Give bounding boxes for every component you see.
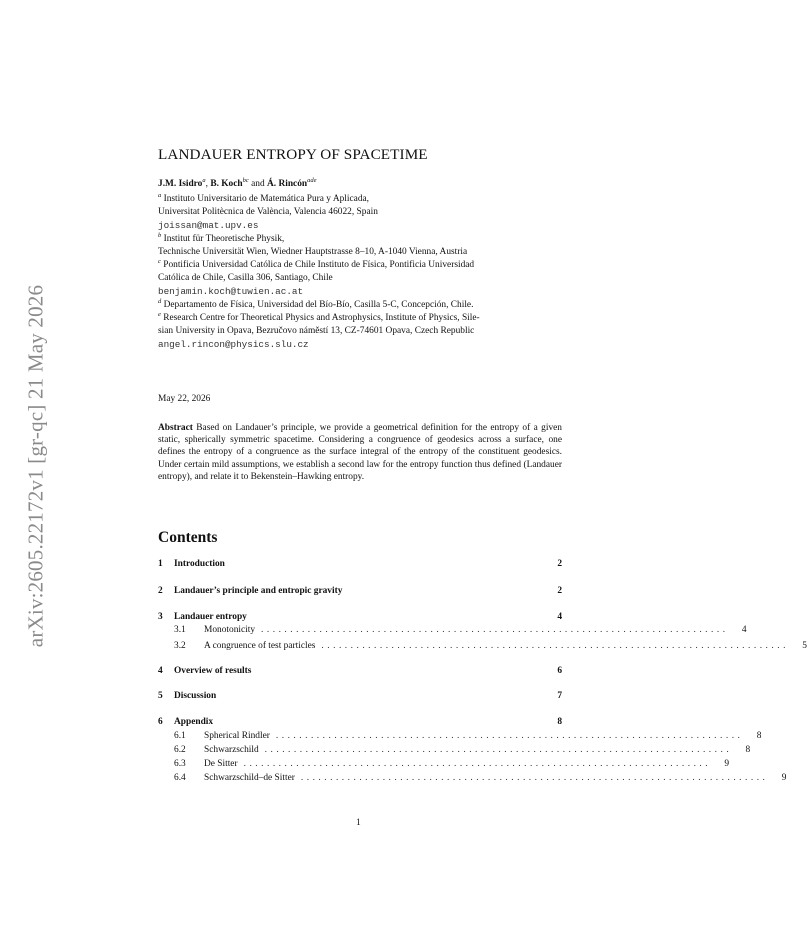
email-link[interactable]: angel.rincon@physics.slu.cz (158, 339, 309, 351)
toc-entry[interactable] (158, 666, 562, 679)
toc-entry[interactable] (158, 759, 730, 772)
toc-entry-page: 2 (557, 559, 562, 569)
affiliation-line (158, 259, 562, 272)
toc-entry-label: Spherical Rindler (204, 731, 270, 741)
toc-entry[interactable] (158, 773, 787, 786)
toc-entry-page: 4 (557, 612, 562, 622)
toc-entry[interactable] (158, 641, 807, 654)
toc-entry-label: Landauer’s principle and entropic gravity (174, 586, 343, 596)
toc-entry-page: 9 (781, 773, 787, 783)
toc-entry-number: 4 (158, 666, 163, 676)
affiliation-line (158, 193, 562, 206)
affil-sup: a (158, 192, 162, 199)
toc-entry[interactable] (158, 559, 562, 572)
affiliation-line: Católica de Chile, Casilla 306, Santiago, Chile (158, 273, 333, 284)
toc-entry-label: Schwarzschild (204, 745, 259, 755)
toc-entry-number: 1 (158, 559, 163, 569)
affil-text: Instituto Universitario de Matemática Pura y Aplicada, (163, 194, 370, 204)
paper-title: LANDAUER ENTROPY OF SPACETIME (158, 146, 428, 163)
affiliation-line: Technische Universität Wien, Wiedner Hauptstrasse 8–10, A-1040 Vienna, Austria (158, 246, 468, 257)
author-affil-sup: bc (242, 177, 249, 184)
affiliation-line (158, 233, 562, 246)
toc-entry-label: Monotonicity (204, 625, 256, 635)
toc-entry-label: Introduction (174, 559, 225, 569)
toc-entry-number: 5 (158, 691, 163, 701)
affiliations-block (158, 193, 562, 351)
toc-entry-page: 5 (802, 641, 807, 651)
toc-entry[interactable] (158, 731, 762, 744)
affil-sup: b (158, 231, 162, 239)
affil-text: Institut für Theoretische Physik, (163, 233, 285, 244)
author-affil-sup: a (202, 177, 206, 184)
toc-entry-page: 7 (557, 691, 562, 701)
toc-leader-dots: ................................................................................ (300, 773, 769, 783)
affiliation-line (158, 299, 562, 312)
author-affil-sup: ade (307, 177, 317, 184)
contents-heading: Contents (158, 529, 218, 546)
toc-leader-dots: ................................................................................ (321, 641, 789, 651)
toc-entry-page: 9 (724, 759, 730, 769)
toc-entry-number: 6.3 (174, 759, 186, 769)
toc-entry[interactable] (158, 745, 751, 758)
toc-entry[interactable] (158, 717, 562, 730)
toc-entry-number: 6.4 (174, 773, 186, 783)
affil-sup: d (158, 297, 162, 305)
toc-entry-number: 3 (158, 612, 163, 622)
affiliation-line: Universitat Politècnica de València, Valencia 46022, Spain (158, 207, 378, 218)
affil-text: Departamento de Física, Universidad del Bío-Bío, Casilla 5-C, Concepción, Chile. (163, 299, 474, 310)
author-name: J.M. Isidro (158, 179, 203, 189)
toc-entry[interactable] (158, 691, 562, 704)
page-number: 1 (356, 818, 361, 828)
affil-sup: c (158, 258, 161, 266)
toc-entry-number: 6 (158, 717, 163, 727)
toc-leader-dots: ................................................................................ (264, 745, 733, 755)
toc-entry[interactable] (158, 612, 562, 625)
toc-entry-label: Overview of results (174, 666, 252, 676)
toc-entry-label: Appendix (174, 717, 214, 727)
author-list (158, 179, 316, 189)
email-link[interactable]: joissan@mat.upv.es (158, 220, 259, 232)
author-separator: and (248, 179, 267, 189)
affil-text: Research Centre for Theoretical Physics and Astrophysics, Institute of Physics, Sile- (163, 312, 480, 323)
affil-sup: e (158, 310, 161, 318)
toc-entry-label: Schwarzschild–de Sitter (204, 773, 295, 783)
toc-leader-dots: ................................................................................ (261, 625, 729, 635)
toc-entry[interactable] (158, 586, 562, 599)
affil-text: Pontificia Universidad Católica de Chile Instituto de Física, Pontificia Universidad (163, 260, 475, 271)
author-separator: , (205, 179, 211, 189)
toc-entry-label: Landauer entropy (174, 612, 247, 622)
abstract-label: Abstract (158, 423, 193, 433)
toc-entry-page: 8 (745, 745, 751, 755)
toc-entry-label: A congruence of test particles (204, 641, 316, 651)
email-link[interactable]: benjamin.koch@tuwien.ac.at (158, 286, 304, 298)
toc-leader-dots: ................................................................................ (275, 731, 744, 741)
abstract (158, 422, 562, 483)
affiliation-line: sian University in Opava, Bezručovo náměstí 13, CZ-74601 Opava, Czech Republic (158, 326, 475, 337)
toc-entry-number: 6.2 (174, 745, 186, 755)
author-name: Á. Rincón (266, 179, 308, 189)
toc-entry-page: 4 (741, 625, 747, 635)
toc-entry[interactable] (158, 625, 747, 638)
toc-entry-number: 3.2 (174, 641, 186, 651)
author-name: B. Koch (210, 179, 243, 189)
toc-entry-page: 6 (557, 666, 562, 676)
paper-date: May 22, 2026 (158, 394, 211, 404)
abstract-text: Based on Landauer’s principle, we provide a geometrical definition for the entropy of a given static, spherically symmetric spacetime. Considering a congruence of geodesics across a surface, one defines the entropy of a congruence as the surface integral of the entropy of the constituent geodesics. Under certain mild assumptions, we establish a second law for the entropy function thus defined (Landauer entropy), and relate it to Bekenstein–Hawking entropy. (158, 423, 562, 482)
toc-entry-page: 8 (756, 731, 762, 741)
toc-entry-number: 6.1 (174, 731, 186, 741)
toc-entry-label: De Sitter (204, 759, 238, 769)
toc-entry-number: 3.1 (174, 625, 186, 635)
arxiv-side-stamp: arXiv:2605.22172v1 [gr-qc] 21 May 2026 (23, 284, 48, 648)
toc-entry-number: 2 (158, 586, 163, 596)
toc-entry-page: 2 (557, 586, 562, 596)
affiliation-line (158, 312, 562, 325)
toc-entry-page: 8 (557, 717, 562, 727)
toc-leader-dots: ................................................................................ (243, 759, 712, 769)
toc-entry-label: Discussion (174, 691, 217, 701)
